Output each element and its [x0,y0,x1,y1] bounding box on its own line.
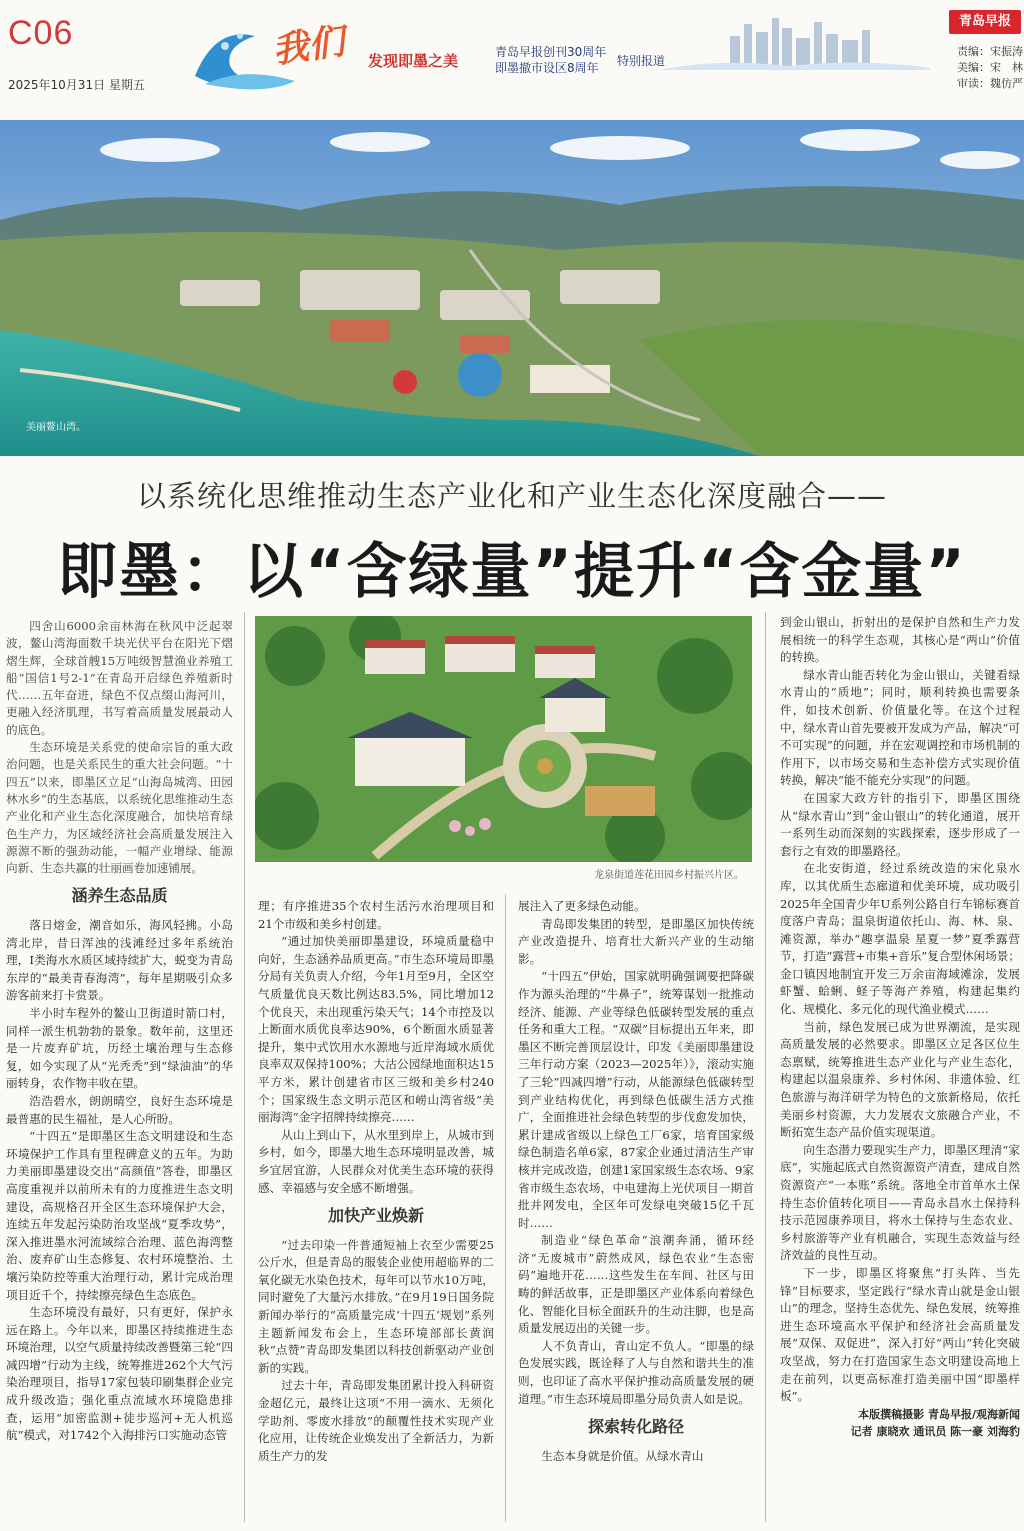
anniversary-note [495,44,606,76]
body-paragraph: 人不负青山，青山定不负人。“即墨的绿色发展实践，既诠释了人与自然和谐共生的准则，也印证了高水平保护推动高质量发展的硬道理。”市生态环境局即墨分局负责人如是说。 [518,1338,754,1406]
body-paragraph: 当前，绿色发展已成为世界潮流，是实现高质量发展的必然要求。即墨区立足各区位生态禀赋，统筹推进生态产业化与产业生态化，构建起以温泉康养、乡村休闲、非遗体验、红色旅游与海洋研学为特色的文旅新格局，依托美丽乡村资源，大力发展农文旅融合产业，不断拓宽生态产品价值实现渠道。 [780,1019,1020,1140]
body-paragraph: 在国家大政方针的指引下，即墨区围绕从“绿水青山”到“金山银山”的转化通道，展开一系列生动而深刻的实践探索，逐步形成了一套行之有效的即墨路径。 [780,790,1020,858]
editor-name: 责编：宋振涛 [957,45,1023,58]
lead-paragraphs [6,618,233,877]
body-paragraph: 半小时车程外的鳌山卫街道时箭口村，同样一派生机勃勃的景象。数年前，这里还是一片废弃矿坑，历经土壤治理与生态修复，如今实现了从“光秃秃”到“绿油油”的华丽转身，农作物丰收在望。 [6,1006,233,1091]
reporter-credit: 记者 康晓欢 通讯员 陈一豪 刘海豹 [850,1424,1020,1438]
photo-credit: 本版撰稿摄影 青岛早报/观海新闻 [858,1407,1020,1421]
column-3 [518,898,754,1465]
body-paragraph: “十四五”伊始，国家就明确强调要把降碳作为源头治理的“牛鼻子”，统筹谋划一批推动经济、能源、产业等绿色低碳转型发展的重点任务和重大工程。“双碳”目标提出五年来，即墨区不断完善顶层设计，印发《美丽即墨建设三年行动方案（2023—2025年）》，滚动实施了三轮“四减四增”行动，从能源绿色低碳转型到产业结构优化，再到绿色低碳生活方式推广，全面推进社会绿色转型的步伐愈发加快，累计建成省级以上绿色工厂6家，培育国家级绿色制造名单6家，87家企业通过清洁生产审核并完成改造，创建1家国家级生态农场、9家省市级生态农场，中电建海上光伏项目一期首批并网发电，全区年可发绿电突破15亿千瓦时…… [518,969,754,1230]
body-paragraph: 下一步，即墨区将聚焦“打头阵、当先锋”目标要求，坚定践行“绿水青山就是金山银山”的理念，坚持生态优先、绿色发展，统筹推进生态环境高水平保护和经济社会高质量发展“双保、双促进”，深入打好“两山”转化突破攻坚战，努力在打造国家生态文明建设高地上走在前列，以更高标准打造美丽中国“即墨样板”。 [780,1265,1020,1404]
body-paragraph: “通过加快美丽即墨建设，环境质量稳中向好，生态涵养品质更高。”市生态环境局即墨分局有关负责人介绍，今年1月至9月，全区空气质量优良天数比例达83.5%，同比增加12个优良天，未出现重污染天气；14个市控及以上断面水质优良率达90%，6个断面水质显著提升，集中式饮用水水源地与近岸海域水质优良率双双保持100%；大沽公园绿地面积达15平方米，累计创建省市区三级和美乡村240个；国家级生态文明示范区和崂山湾省级“美丽海湾”金字招牌持续擦亮…… [258,934,494,1125]
mid-photo-caption: 龙泉街道莲花田园乡村振兴片区。 [594,870,744,881]
column-divider [244,612,245,1522]
body-paragraph: 过去十年，青岛即发集团累计投入科研资金超亿元，最终让这项“不用一滴水、无须化学助剂、零废水排放”的颠覆性技术实现产业化应用，让传统企业焕发出了全新活力，为新质生产力的发 [258,1378,494,1463]
section-heading-pathway: 探索转化路径 [587,1417,684,1437]
publication-date: 2025年10月31日 星期五 [8,78,145,92]
body-paragraph: 生态本身就是价值。从绿水青山 [541,1448,704,1463]
column-2 [258,898,494,1465]
body-paragraph: 浩浩碧水，朗朗晴空，良好生态环境是最普惠的民生福祉，是人心所盼。 [6,1093,233,1126]
anniversary-line-2: 即墨撤市设区8周年 [495,61,599,75]
city-skyline-illustration [660,10,930,70]
special-report-label: 特别报道 [617,54,666,68]
article-subheadline: 以系统化思维推动生态产业化和产业生态化深度融合—— [136,479,887,513]
aerial-bay-illustration [0,120,1024,456]
editor-credits [957,44,1023,92]
anniversary-line-1: 青岛早报创刊30周年 [495,45,607,59]
column-divider [765,612,766,1522]
body-paragraph: 理；有序推进35个农村生活污水治理项目和21个市级和美乡村创建。 [258,899,494,931]
lead-paragraph: 生态环境是关系党的使命宗旨的重大政治问题，也是关系民生的重大社会问题。“十四五”以来，即墨区立足“山海岛城湾、田园林水乡”的生态基底，以系统化思维推动生态产业化和产业生态化深度融合，加快培育绿色生产力，为区域经济社会高质量发展注入源源不断的强劲动能，一幅产业增绿、能源向新、生态共赢的壮丽画卷加速铺展。 [6,740,233,876]
body-paragraph: 青岛即发集团的转型，是即墨区加快传统产业改造提升、培育壮大新兴产业的生动缩影。 [518,916,754,966]
body-paragraph: 生态环境没有最好，只有更好，保护永远在路上。今年以来，即墨区持续推进生态环境治理，以空气质量持续改善暨第三轮“四减四增”行动为主线，统筹推进262个大气污染治理项目，指导17家包装印刷集群企业完成升级改造；强化重点流域水环境隐患排查，运用“加密监测+徒步巡河+无人机巡航”模式，对1742个入海排污口实施动态管 [6,1305,233,1443]
article-headline: 即墨：以“含绿量”提升“含金量” [57,537,967,607]
lead-paragraph: 四舍山6000余亩林海在秋风中泛起翠波，鳌山湾海面数千块光伏平台在阳光下熠熠生辉，全球首艘15万吨级智慧渔业养殖工船“国信1号2-1”在青岛开启绿色养殖新时代……五年奋进，绿色不仅点缀山海河川，更融入经济肌理，书写着高质量发展最动人的底色。 [6,619,233,737]
body-paragraph: 绿水青山能否转化为金山银山，关键看绿水青山的“质地”；同时，顺利转换也需要条件，如技术创新、价值量化等。在这个过程中，绿水青山首先要被开发成为产品，解决“可不可实现”的问题，并在宏观调控和市场机制的作用下，以市场交易和生态补偿方式实现价值转换，解决“能不能充分实现”的问题。 [780,667,1020,788]
column-divider [505,894,506,1522]
reviewer-name: 审读：魏仿严 [957,77,1023,90]
body-paragraph: 落日熔金，潮音如乐，海风轻拂。小岛湾北岸，昔日浑浊的浅滩经过多年系统治理，I类海水水质区域持续扩大，蜕变为青岛东岸的“最美青春海湾”，每年星期吸引众多游客前来打卡赏景。 [6,918,233,1003]
section-title: 发现即墨之美 [368,52,459,70]
body-paragraph: 制造业“绿色革命”浪潮奔涌，循环经济“无废城市”蔚然成风，绿色农业“生态密码”遍地开花……这些发生在车间、社区与田畴的鲜活故事，正是即墨区产业体系向着绿色化、智能化目标全面跃升的生动注脚，也是高质量发展迈出的关键一步。 [518,1233,754,1336]
body-paragraph: 向生态潜力要现实生产力，即墨区理清“家底”，实施起底式自然资源资产清查，建成自然资源资产“一本账”系统。落地全市首单水土保持生态价值转化项目——青岛永昌水土保持科技示范园康养项目，将水土保持与生态农业、乡村旅游等产业有机融合，实现生态效益与经济效益的良性互动。 [780,1142,1020,1263]
section-heading-ecology: 涵养生态品质 [71,886,168,906]
series-title: 我们 [269,21,347,72]
body-paragraph: 从山上到山下，从水里到岸上，从城市到乡村，如今，即墨大地生态环境明显改善，城乡宜居宜游，人民群众对优美生态环境的获得感、幸福感与安全感不断增强。 [258,1127,494,1195]
hero-aerial-photo [0,120,1024,456]
newspaper-logo: 青岛早报 [949,10,1021,34]
masthead [0,0,1024,118]
body-paragraph: “过去印染一件普通短袖上衣至少需要25公斤水，但是青岛的服装企业使用超临界的二氧化碳无水染色技术，每年可以节水10万吨，同时避免了大量污水排放。”在9月19日国务院新闻办举行的“高质量完成‘十四五’规划”系列主题新闻发布会上，生态环境部部长黄润秋“点赞”青岛即发集团以科技创新驱动产业创新的实践。 [258,1237,494,1375]
page-number: C06 [8,14,74,52]
column-4 [780,614,1020,1440]
body-paragraph: 展注入了更多绿色动能。 [518,899,646,913]
section-heading-industry: 加快产业焕新 [327,1206,424,1226]
hero-caption: 美丽鳌山湾。 [26,422,86,433]
designer-name: 美编：宋 林 [957,61,1023,74]
body-paragraph: “十四五”是即墨区生态文明建设和生态环境保护工作具有里程碑意义的五年。为助力美丽即墨建设交出“高颜值”答卷，即墨区高度重视并以前所未有的力度推进生态文明建设，高规格召开全区生态环境保护大会，连续五年发起污染防治攻坚战“夏季攻势”，深入推进墨水河流域综合治理、蓝色海湾整治、废弃矿山生态修复、农村环境整治、土壤污染防控等重大治理行动，累计完成治理项目近千个，持续擦亮绿色生态底色。 [6,1129,233,1302]
garden-park-illustration [255,616,752,862]
rural-park-photo [255,616,752,862]
body-paragraph: 在北安街道，经过系统改造的宋化泉水库，以其优质生态廊道和优美环境，成功吸引2025年全国青少年U系列公路自行车锦标赛首度落户青岛；温泉街道依托山、海、林、泉、滩资源，举办“趣享温泉 星夏一梦”夏季露营节，打造“露营+市集+音乐”复合型休闲场景；金口镇因地制宜开发三万余亩海域滩涂，发展虾蟹、蛤蜊、蛏子等海产养殖，构建起集约化、规模化、多元化的现代渔业模式…… [780,861,1020,1017]
body-paragraph: 到金山银山，折射出的是保护自然和生产力发展相统一的科学生态观，其核心是“两山”价值的转换。 [780,615,1020,665]
column-1 [6,618,233,1445]
